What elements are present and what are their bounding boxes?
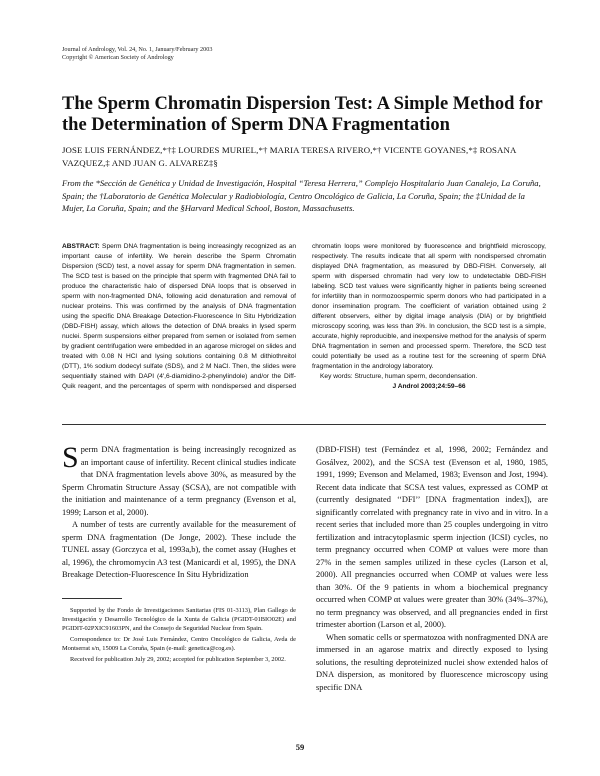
abstract-paragraph (62, 242, 546, 392)
section-divider (62, 424, 546, 425)
footnote-received: Received for publication July 29, 2002; accepted for publication September 3, 2002. (70, 656, 286, 663)
abstract-block (62, 242, 546, 402)
abstract-label: ABSTRACT: (62, 243, 100, 250)
intro-paragraph-3: (DBD-FISH) test (Fernández et al, 1998, 2002; Fernández and Gosálvez, 2002), and the SCSA test (Evenson et al, 1980, 1985, 1991, 1999; Evenson and Melamed, 1983; Evenson and Jost, 1994). Recent data indicate that SCSA test values, expressed as COMP αt (currently designated ‘‘DFI’’ [DNA fragmentation index]), are significantly correlated with pregnancy rate in vivo and in vitro. In a recent series that included more than 25 couples undergoing in vitro fertilization and intracytoplasmic sperm injection (ICSI) cycles, no term pregnancy occurred when COMP αt values were more than 27% in the semen samples utilized in these cycles (Larson et al, 2000). All pregnancies occurred when COMP αt values were less than 30%. Of the 9 patients in whom a biochemical pregnancy occurred when COMP αt values were greater than 30% (34%–37%), no term pregnancy was observed, and all pregnancies ended in first trimester abortion (Larson et al, 2000). (316, 445, 548, 629)
footnote-divider (62, 598, 122, 599)
intro-paragraph-2: A number of tests are currently available for the measurement of sperm DNA fragmentation (De Jonge, 2002). These include the TUNEL assay (Gorczyca et al, 1993a,b), the comet assay (Hughes et al, 1996), the chromomycin A3 test (Manicardi et al, 1995), the DNA Breakage Detection-Fluorescence In Situ Hybridization (62, 520, 296, 579)
footnote-support: Supported by the Fondo de Investigaciones Sanitarias (FIS 01-3113), Plan Gallego de Investigación y Desarrollo Tecnológico de la Xunta de Galicia (PGIDT-01BIO02E) and PGIDIT-02PXIC91603PN, and the Consejo de Seguridad Nuclear from Spain. (62, 607, 296, 632)
article-title: The Sperm Chromatin Dispersion Test: A Simple Method for the Determination of Sperm DNA Fragmentation (62, 94, 543, 135)
intro-paragraph-1-text: perm DNA fragmentation is being increasingly recognized as an important cause of infertility. Recent clinical studies indicate that DNA fragmentation levels above 30%, as measured by the Sperm Chromatin Structure Assay (SCSA), are not compatible with the initiation and maintenance of a term pregnancy (Evenson et al, 1999; Larson et al, 2000). (62, 445, 296, 517)
keywords: Key words: Structure, human sperm, decondensation. (320, 373, 478, 380)
drop-cap: S (62, 441, 79, 474)
body-column-left (62, 441, 296, 582)
intro-paragraph-1 (62, 441, 296, 519)
intro-paragraph-4: When somatic cells or spermatozoa with nonfragmented DNA are immersed in an agarose matrix and directly exposed to lysing solutions, the resulting deproteinized nuclei show extended halos of DNA dispersion, as monitored by fluorescence microscopy using specific DNA (316, 632, 548, 692)
affiliation-text: From the *Sección de Genética y Unidad de Investigación, Hospital “Teresa Herrera,” Complejo Hospitalario Juan Canalejo, La Coruña, Spain; the †Laboratorio de Genética Molecular y Radiobiología, Centro Oncológico de Galicia, La Coruña, Spain; the ‡Unidad de la Mujer, La Coruña, Spain; and the §Harvard Medical School, Boston, Massachusetts. (62, 178, 541, 213)
footnotes (62, 606, 296, 666)
journal-citation-line: Journal of Andrology, Vol. 24, No. 1, January/February 2003 (62, 46, 213, 53)
abstract-text: Sperm DNA fragmentation is being increasingly recognized as an important cause of infertility. We herein describe the Sperm Chromatin Dispersion (SCD) test, a novel assay for sperm DNA fragmentation in semen. The SCD test is based on the principle that sperm with fragmented DNA fail to produce the characteristic halo of dispersed DNA loops that is observed in sperm with non-fragmented DNA, following acid denaturation and removal of nuclear proteins. This was confirmed by the analysis of DNA fragmentation using the specific DNA Breakage Detection-Fluorescence In Situ Hybridization (DBD-FISH) assay, which allows the detection of DNA breaks in lysed sperm nuclei. Sperm suspensions either prepared from semen or isolated from semen by gradient centrifugation were embedded in an agarose microgel on slides and treated with 0.08 N HCl and lysing solutions containing 0.8 M dithiothreitol (DTT), 1% sodium dodecyl sulfate (SDS), and 2 M NaCl. Then, the slides were sequentially stained with DAPI (4′,6-diamidino-2-phenylindole) and/or the Diff-Quik reagent, and the percentages of sperm with nondispersed and dispersed chromatin loops were monitored by fluorescence and brightfield microscopy, respectively. The results indicate that all sperm with nondispersed chromatin displayed DNA fragmentation, as measured by DBD-FISH. Conversely, all sperm with dispersed chromatin had very low to undetectable DBD-FISH labeling. SCD test values were significantly higher in patients being screened for infertility than in normozoospermic sperm donors who had participated in a donor insemination program. The coefficient of variation obtained using 2 different observers, either by digital image analysis (DIA) or by brightfield microscopy scoring, was less than 3%. In conclusion, the SCD test is a simple, accurate, highly reproducible, and inexpensive method for the analysis of sperm DNA fragmentation in semen and processed sperm. Therefore, the SCD test could potentially be used as a routine test for the screening of sperm DNA fragmentation in the andrology laboratory. (62, 243, 546, 390)
copyright-line: Copyright © American Society of Andrology (62, 54, 174, 61)
author-list: JOSE LUIS FERNÁNDEZ,*†‡ LOURDES MURIEL,*† MARIA TERESA RIVERO,*† VICENTE GOYANES,*‡ ROSANA VAZQUEZ,‡ AND JUAN G. ALVAREZ‡§ (62, 145, 516, 168)
footnote-correspondence: Correspondence to: Dr José Luis Fernández, Centro Oncológico de Galicia, Avda de Montserrat s/n, 15009 La Coruña, Spain (e-mail: genetica@cog.es). (62, 636, 296, 652)
journal-header (62, 46, 212, 62)
page-number: 59 (295, 742, 305, 752)
body-column-right (316, 444, 548, 694)
abstract-citation: J Androl 2003;24:59–66 (392, 383, 466, 390)
